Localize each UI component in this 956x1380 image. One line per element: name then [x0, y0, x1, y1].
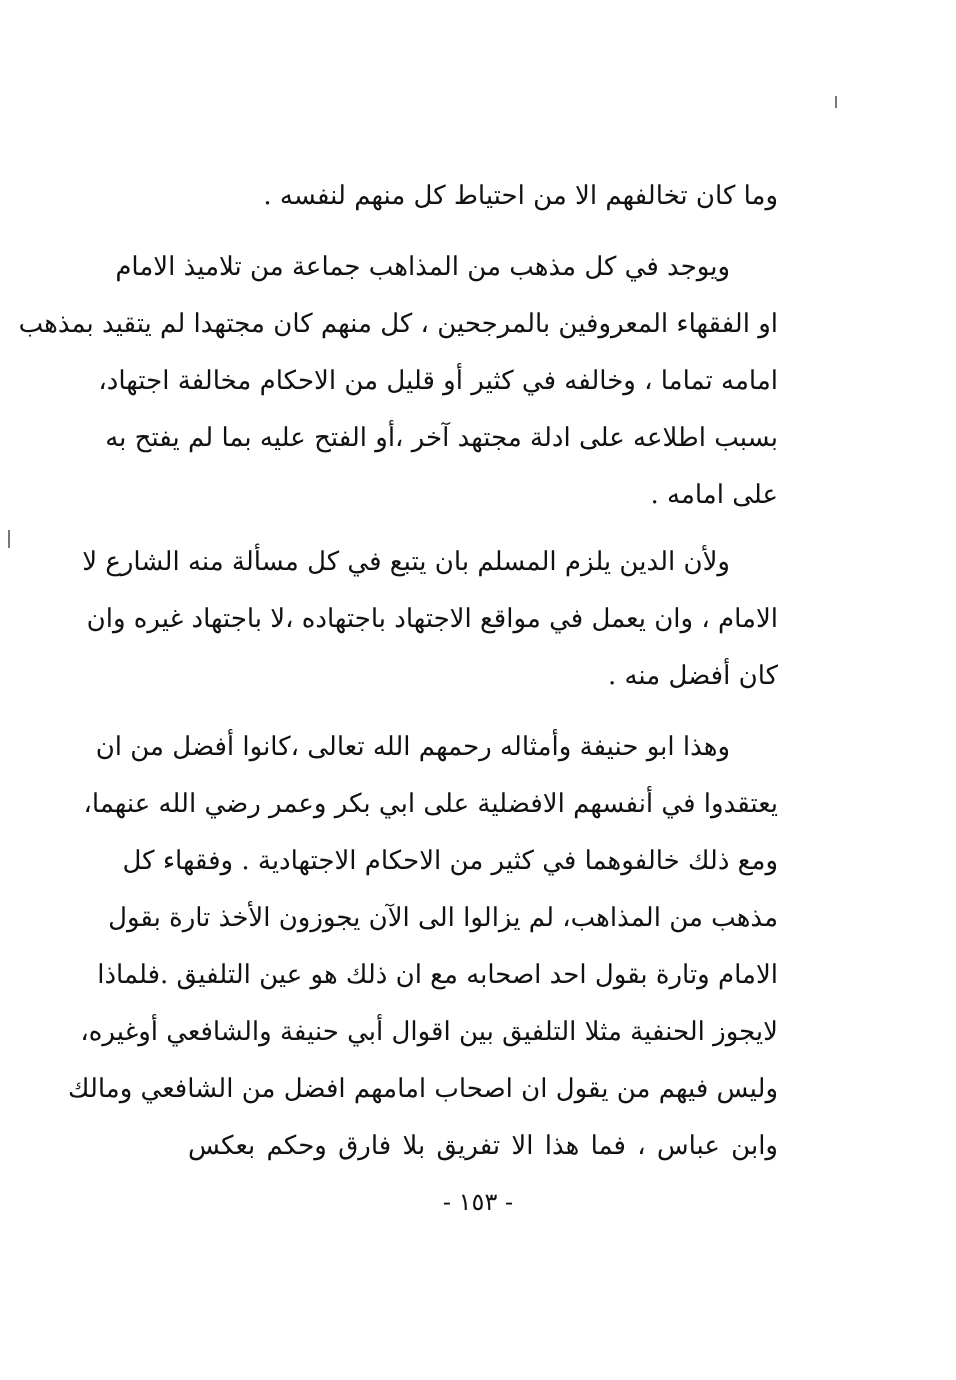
text-line: الامام ، وان يعمل في مواقع الاجتهاد باجتهاده ،لا باجتهاد غيره وان — [86, 604, 778, 634]
text-line: ولأن الدين يلزم المسلم بان يتبع في كل مسألة منه الشارع لا — [82, 547, 730, 577]
text-line: مذهب من المذاهب، لم يزالوا الى الآن يجوزون الأخذ تارة بقول — [108, 903, 778, 933]
text-line: على امامه . — [650, 480, 778, 510]
text-line: لايجوز الحنفية مثلا التلفيق بين اقوال أبي حنيفة والشافعي أوغيره، — [80, 1017, 778, 1047]
text-line: او الفقهاء المعروفين بالمرجحين ، كل منهم كان مجتهدا لم يتقيد بمذهب — [18, 309, 778, 339]
scan-mark — [8, 530, 10, 548]
text-line: الامام وتارة بقول احد اصحابه مع ان ذلك هو عين التلفيق .فلماذا — [97, 960, 778, 990]
text-line: وابن عباس ، فما هذا الا تفريق بلا فارق وحكم بعكس — [188, 1131, 778, 1161]
text-line: وما كان تخالفهم الا من احتياط كل منهم لنفسه . — [263, 181, 778, 211]
body-text — [18, 168, 778, 1175]
text-line: بسبب اطلاعه على ادلة مجتهد آخر ،أو الفتح عليه بما لم يفتح به — [105, 423, 778, 453]
page-number: - ١٥٣ - — [442, 1188, 514, 1216]
text-line: يعتقدوا في أنفسهم الافضلية على ابي بكر وعمر رضي الله عنهما، — [83, 789, 778, 819]
text-line: كان أفضل منه . — [607, 661, 778, 691]
text-line: ويوجد في كل مذهب من المذاهب جماعة من تلاميذ الامام — [115, 252, 730, 282]
text-line: وهذا ابو حنيفة وأمثاله رحمهم الله تعالى ،كانوا أفضل من ان — [95, 732, 730, 762]
text-line: وليس فيهم من يقول ان اصحاب امامهم افضل من الشافعي ومالك — [68, 1074, 778, 1104]
text-line: ومع ذلك خالفوهما في كثير من الاحكام الاجتهادية . وفقهاء كل — [122, 846, 778, 876]
text-line: امامه تماما ، وخالفه في كثير أو قليل من الاحكام مخالفة اجتهاد، — [98, 366, 778, 396]
scan-mark — [835, 96, 837, 108]
